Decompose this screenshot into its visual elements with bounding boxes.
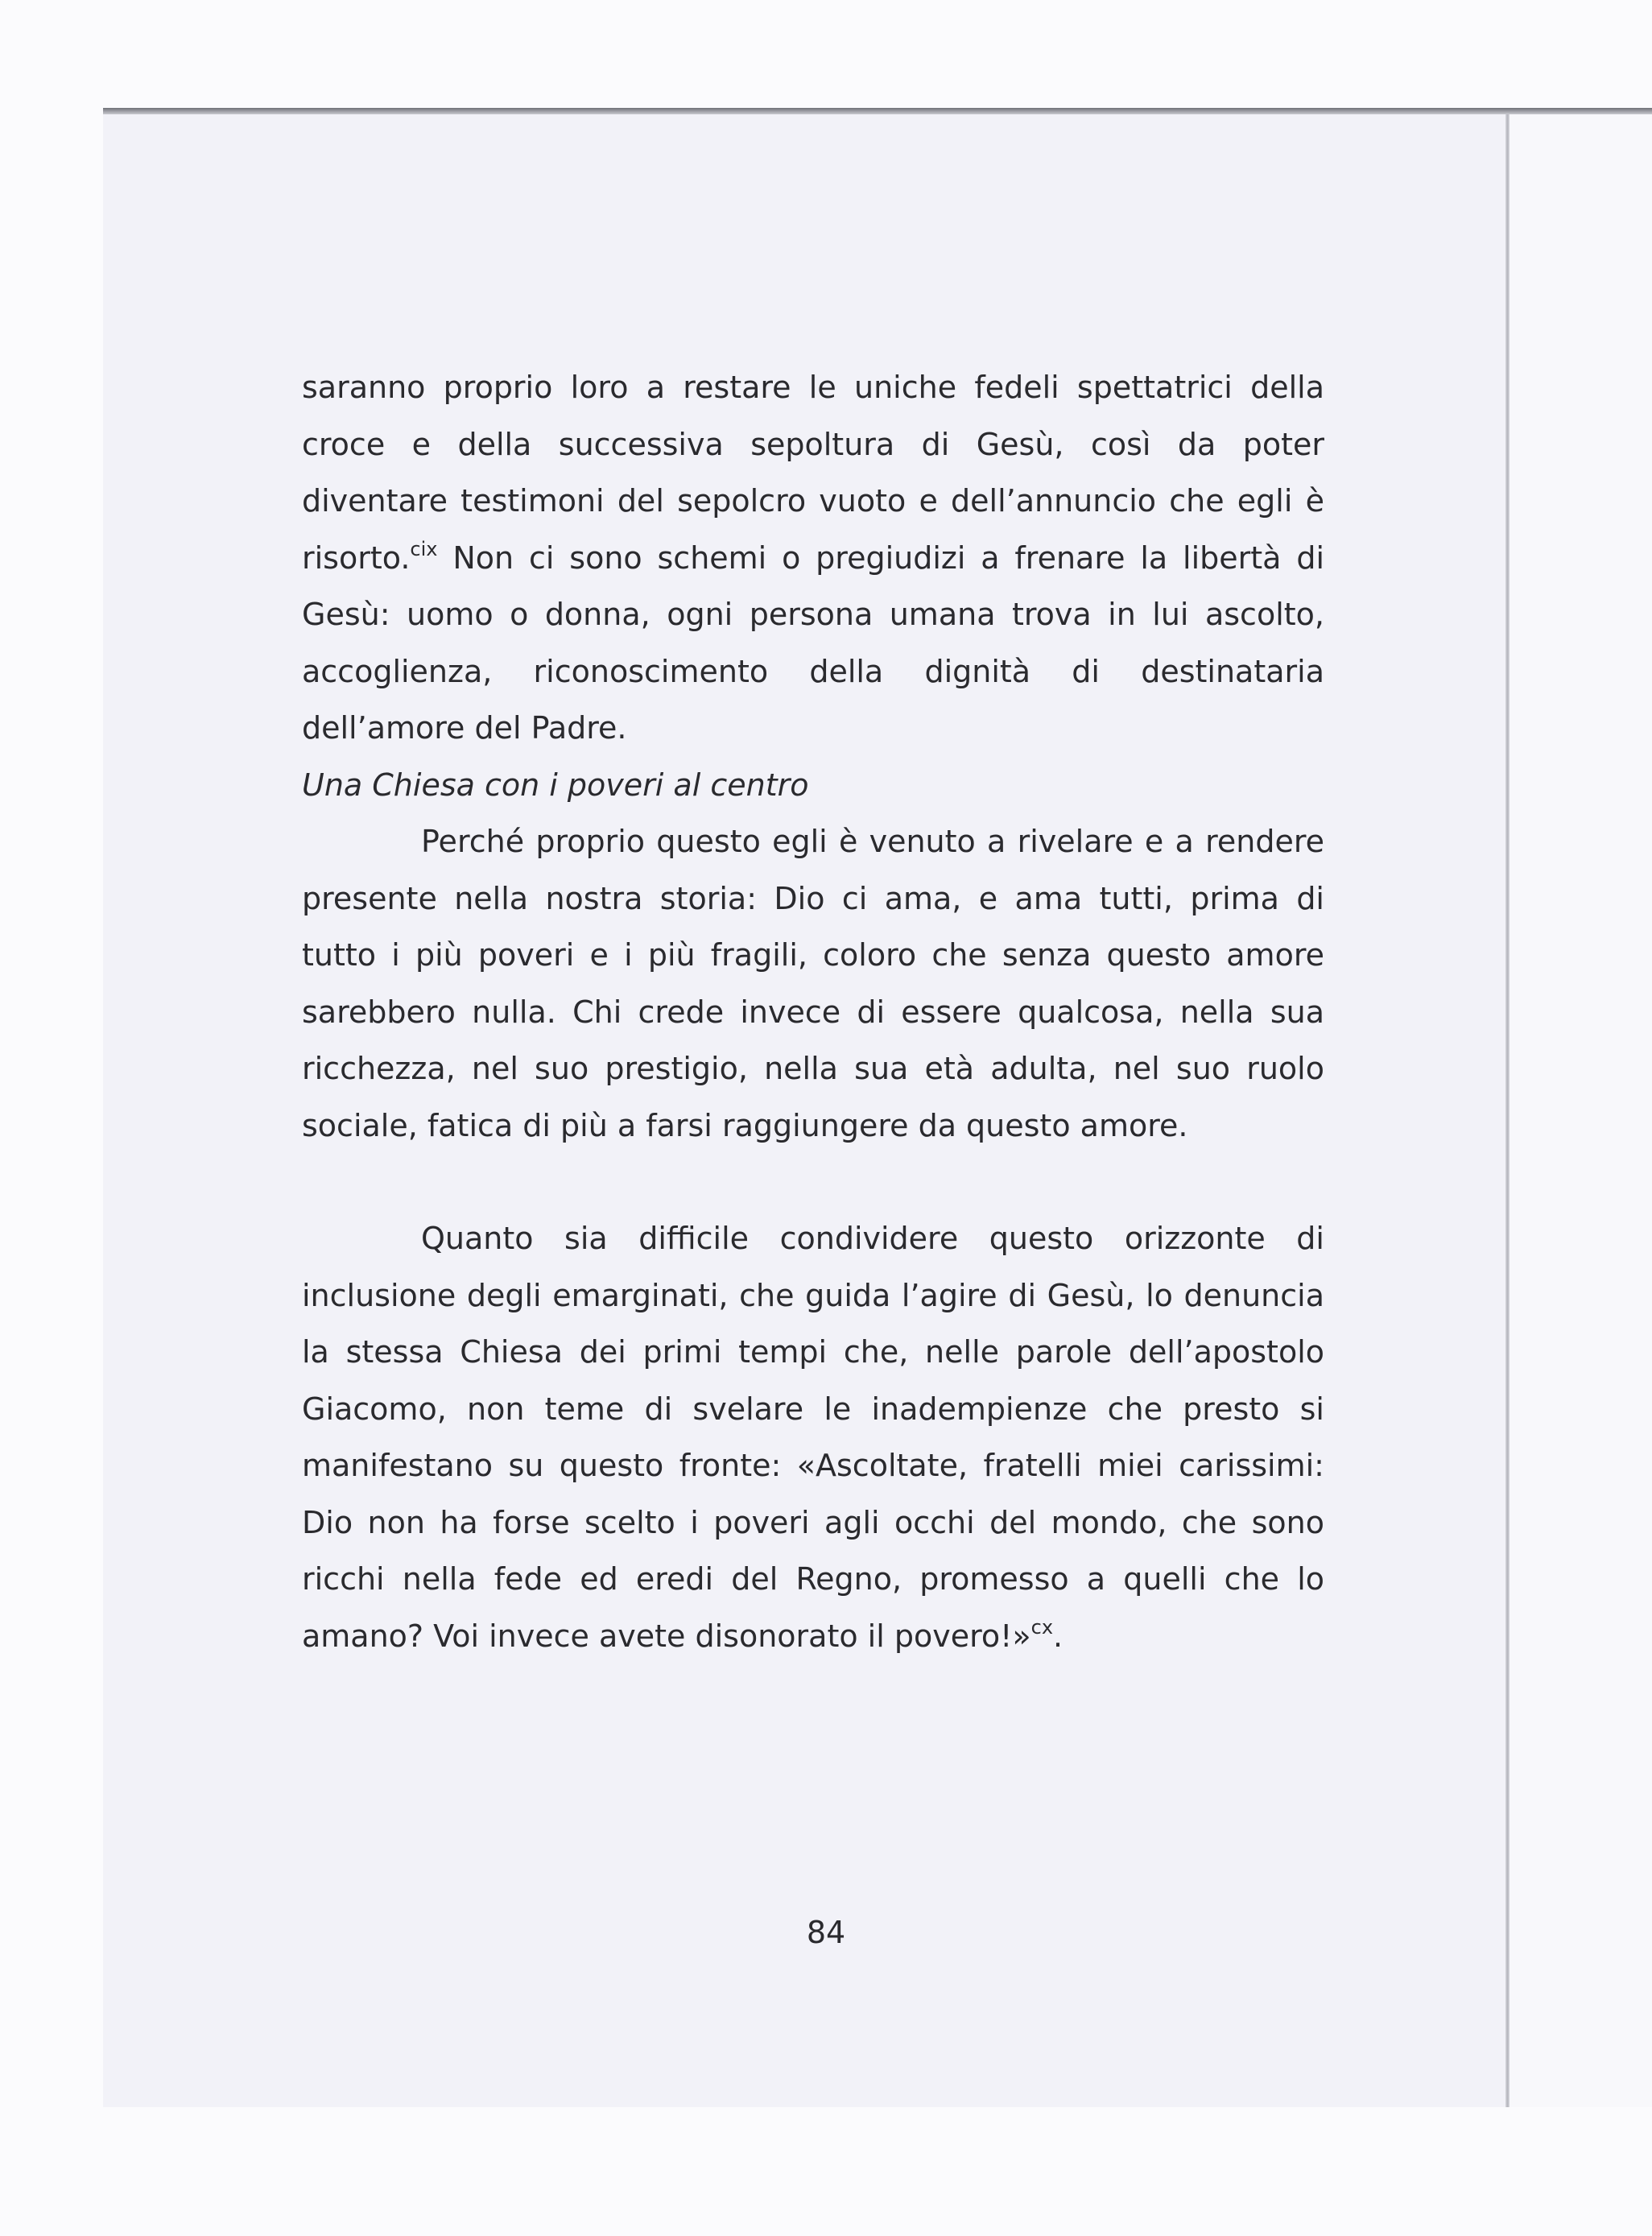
scan-top-border bbox=[103, 108, 1652, 114]
page-number: 84 bbox=[806, 1915, 846, 1950]
section-heading: Una Chiesa con i poveri al centro bbox=[302, 767, 809, 803]
adjacent-page-edge bbox=[1510, 114, 1652, 2107]
footnote-ref-cx: cx bbox=[1030, 1615, 1054, 1639]
paragraph-3-text-a: Quanto sia difficile condividere questo orizzonte di inclusione degli emarginati, che guida l’agire di Gesù, lo denuncia la stessa Chiesa dei primi tempi che, nelle parole dell’apostolo Giacomo, non teme di svelare le inadempienze che presto si manifestano su questo fronte: «Ascoltate, fratelli miei carissimi: Dio non ha forse scelto i poveri agli occhi del mondo, che sono ricchi nella fede ed eredi del Regno, promesso a quelli che lo amano? Voi invece avete disonorato il povero!» bbox=[302, 1221, 1324, 1654]
paragraph-3 bbox=[302, 1210, 1324, 1664]
paragraph-3-text-b: . bbox=[1053, 1618, 1063, 1654]
page-body bbox=[302, 359, 1324, 1664]
paragraph-2: Perché proprio questo egli è venuto a rivelare e a rendere presente nella nostra storia: Dio ci ama, e ama tutti, prima di tutto i più poveri e i più fragili, coloro che senza questo amore sarebbero nulla. Chi crede invece di essere qualcosa, nella sua ricchezza, nel suo prestigio, nella sua età adulta, nel suo ruolo sociale, fatica di più a farsi raggiungere da questo amore. bbox=[302, 824, 1324, 1143]
paragraph-1 bbox=[302, 359, 1324, 757]
paragraph-1-text-a: saranno proprio loro a restare le uniche fedeli spettatrici della croce e della successiva sepoltura di Gesù, così da poter diventare testimoni del sepolcro vuoto e dell’annuncio che egli è risorto. bbox=[302, 370, 1324, 576]
paragraph-1-text-b: Non ci sono schemi o pregiudizi a frenare la libertà di Gesù: uomo o donna, ogni persona umana trova in lui ascolto, accoglienza, riconoscimento della dignità di destinataria dell’amore del Padre. bbox=[302, 539, 1324, 746]
footnote-ref-cix: cix bbox=[410, 537, 438, 560]
